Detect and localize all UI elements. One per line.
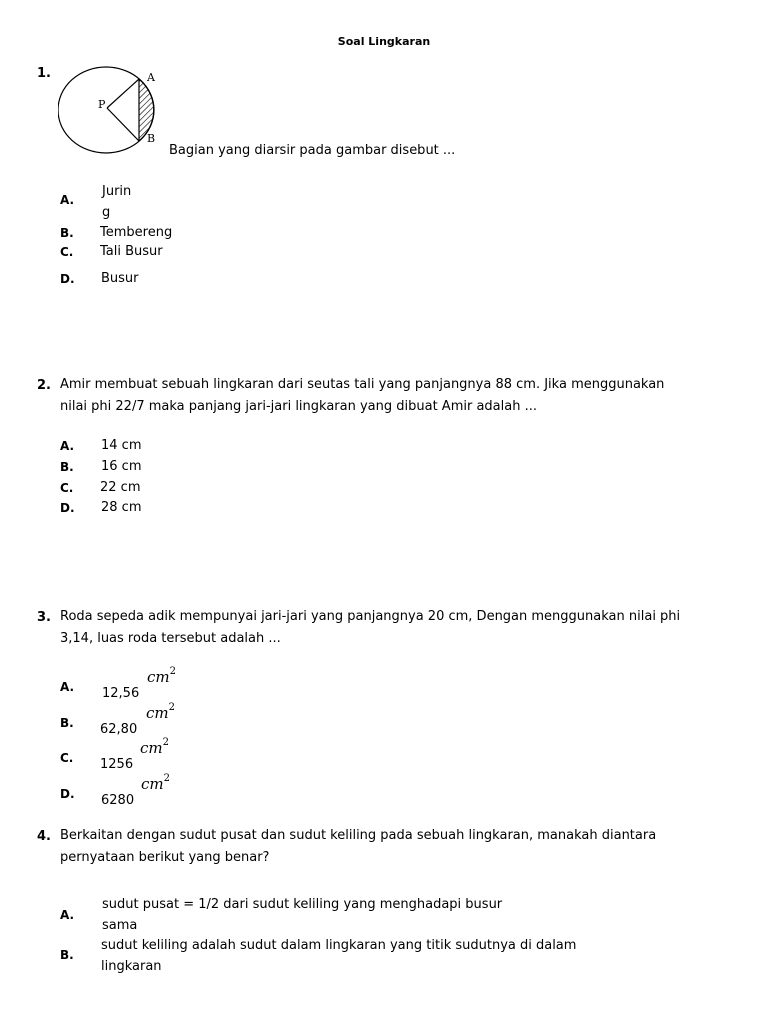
q3-option-b-value: 62,80 — [100, 722, 138, 737]
q3-option-a-value: 12,56 — [102, 686, 140, 701]
q3-option-c-label: C. — [60, 751, 74, 765]
question-2-text-line1: Amir membuat sebuah lingkaran dari seutas tali yang panjangnya 88 cm. Jika menggunakan — [60, 377, 665, 392]
q3-option-c-unit: $cm^2$ — [140, 737, 169, 757]
q4-option-a-text-line2: sama — [102, 918, 138, 933]
q3-option-d-unit: $cm^2$ — [141, 773, 170, 793]
q3-option-a-unit: $cm^2$ — [147, 666, 176, 686]
question-3-text-line1: Roda sepeda adik mempunyai jari-jari yang panjangnya 20 cm, Dengan menggunakan nilai phi — [60, 609, 681, 624]
q4-option-b-text-line2: lingkaran — [101, 959, 162, 974]
label-p: P — [98, 98, 106, 111]
q1-option-b-text: Tembereng — [100, 225, 173, 240]
q1-option-a-label: A. — [60, 193, 75, 207]
q1-option-c-label: C. — [60, 245, 74, 259]
q2-option-b-text: 16 cm — [101, 459, 142, 474]
q3-option-a-label: A. — [60, 680, 75, 694]
question-4-text-line2: pernyataan berikut yang benar? — [60, 850, 270, 865]
q1-option-d-text: Busur — [101, 271, 139, 286]
q3-option-d-value: 6280 — [101, 793, 135, 808]
q4-option-a-text-line1: sudut pusat = 1/2 dari sudut keliling yang menghadapi busur — [102, 897, 503, 912]
q1-option-a-text: Jurin — [102, 184, 132, 199]
question-4-number: 4. — [37, 829, 51, 844]
radius-pb — [107, 108, 139, 141]
q1-option-b-label: B. — [60, 226, 74, 240]
question-4-text-line1: Berkaitan dengan sudut pusat dan sudut keliling pada sebuah lingkaran, manakah diantara — [60, 828, 657, 843]
q2-option-c-text: 22 cm — [100, 480, 141, 495]
q3-option-b-unit: $cm^2$ — [146, 702, 175, 722]
question-3-text-line2: 3,14, luas roda tersebut adalah ... — [60, 631, 281, 646]
question-2-text-line2: nilai phi 22/7 maka panjang jari-jari lingkaran yang dibuat Amir adalah ... — [60, 399, 537, 414]
q4-option-b-text-line1: sudut keliling adalah sudut dalam lingkaran yang titik sudutnya di dalam — [101, 938, 577, 953]
q1-option-c-text: Tali Busur — [100, 244, 163, 259]
q1-option-d-label: D. — [60, 272, 75, 286]
q2-option-b-label: B. — [60, 460, 74, 474]
q1-option-a-text-wrap: g — [102, 205, 111, 220]
q2-option-d-text: 28 cm — [101, 500, 142, 515]
q2-option-d-label: D. — [60, 501, 75, 515]
label-a: A — [147, 71, 155, 84]
q4-option-b-label: B. — [60, 948, 74, 962]
q3-option-d-label: D. — [60, 787, 75, 801]
circle-figure — [58, 66, 168, 158]
question-1-number: 1. — [37, 66, 51, 81]
q2-option-a-text: 14 cm — [101, 438, 142, 453]
label-b: B — [147, 132, 156, 145]
q2-option-a-label: A. — [60, 439, 75, 453]
question-1-text: Bagian yang diarsir pada gambar disebut ... — [169, 143, 456, 158]
q2-option-c-label: C. — [60, 481, 74, 495]
q4-option-a-label: A. — [60, 908, 75, 922]
radius-pa — [107, 79, 139, 108]
question-3-number: 3. — [37, 610, 51, 625]
q3-option-c-value: 1256 — [100, 757, 134, 772]
page-title: Soal Lingkaran — [337, 35, 431, 48]
question-2-number: 2. — [37, 378, 51, 393]
q3-option-b-label: B. — [60, 716, 74, 730]
